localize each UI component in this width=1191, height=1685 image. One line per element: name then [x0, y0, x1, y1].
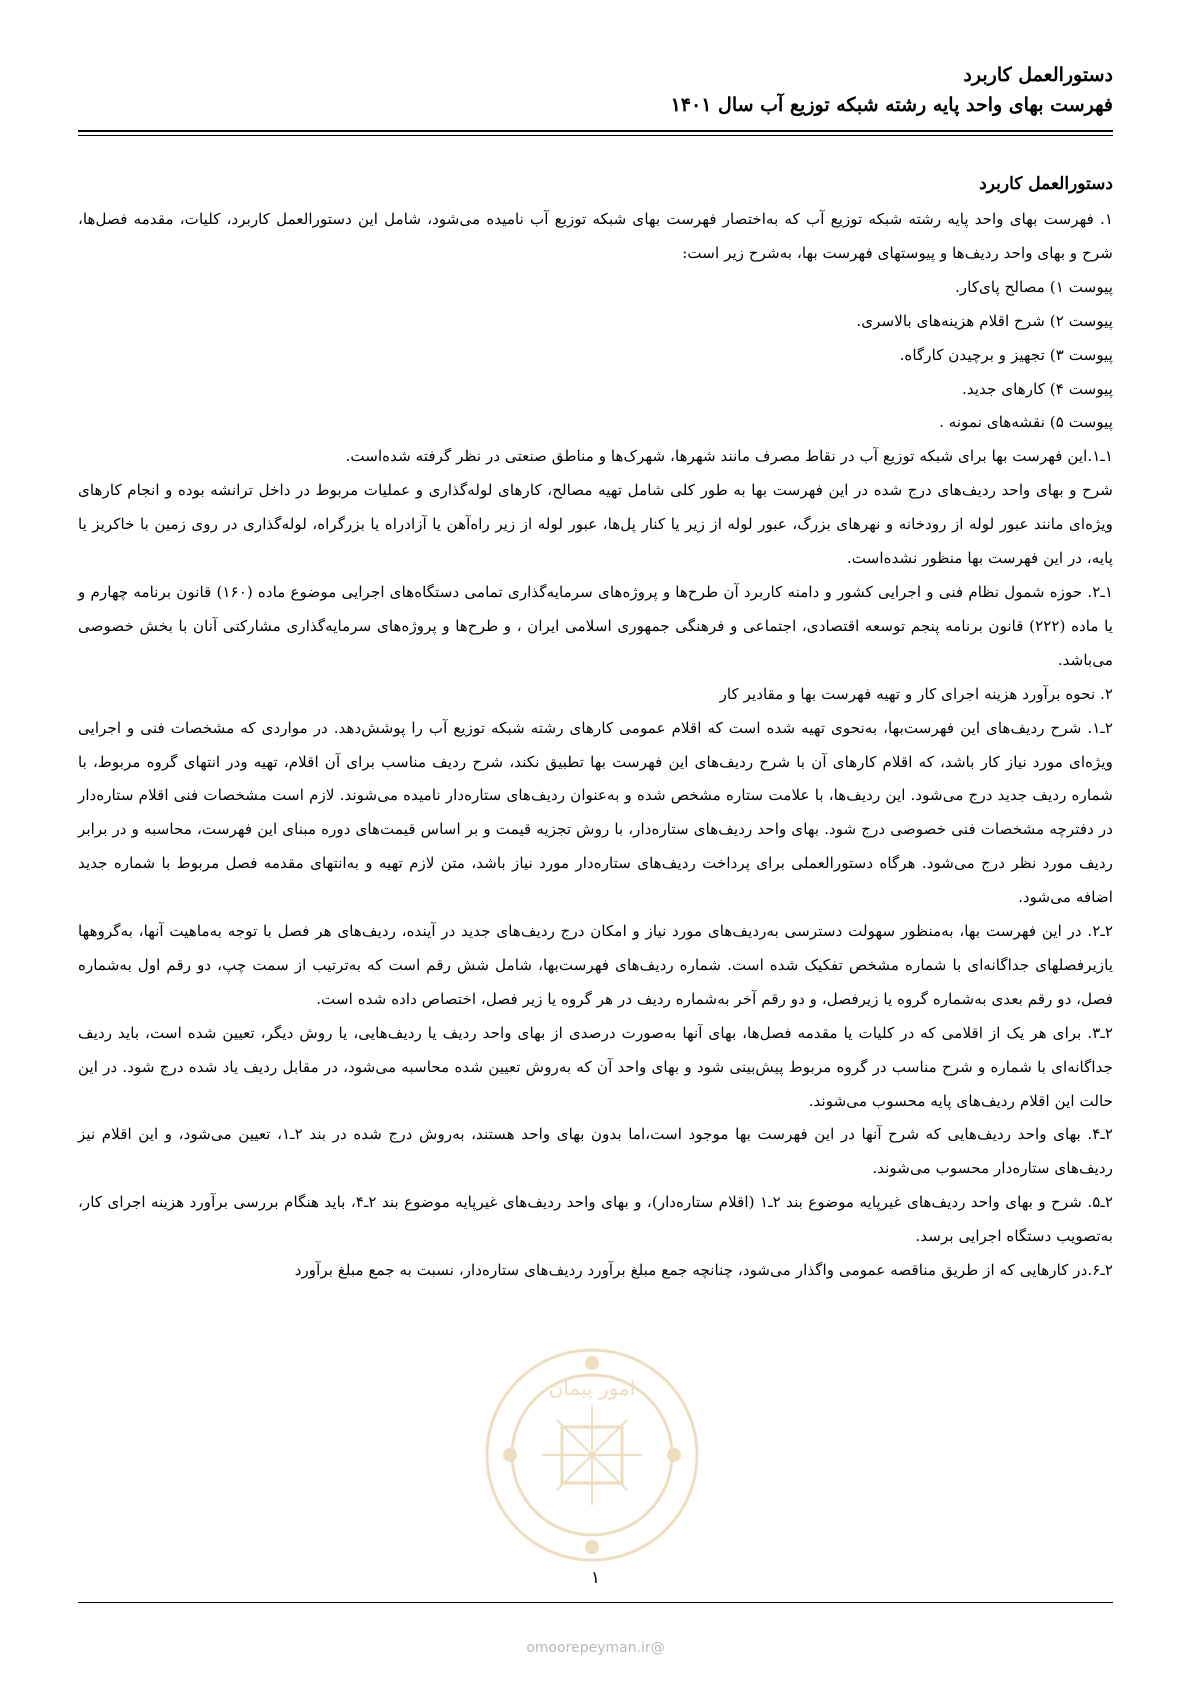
paragraph: پیوست ۵) نقشه‌های نمونه . [939, 413, 1113, 432]
paragraph: ۲ـ۲. در این فهرست بها، به‌منظور سهولت دسترسی به‌ردیف‌های مورد نیاز و امکان درج ردیف‌های جدید در آینده، ردیف‌های هر فصل با توجه به‌ماهیت آنها، به‌گروهها یازیرفصلهای جداگانه‌ای با شماره مشخص تفکیک شده است. شماره ردیف‌های فهرست‌بها، شامل شش رقم است که به‌ترتیب از سمت چپ، دو رقم اول به‌شماره فصل، دو رقم بعدی به‌شماره گروه یا زیرفصل، و دو رقم آخر به‌شماره ردیف در هر گروه یا زیر فصل، اختصاص داده شده است. [78, 922, 1113, 1008]
paragraph: ۲ـ۱. شرح ردیف‌های این فهرست‌بها، به‌نحوی تهیه شده است که اقلام عمومی کارهای رشته شبکه توزیع آب را پوشش‌دهد. در مواردی که مشخصات فنی و اجرایی ویژه‌ای مورد نیاز کار باشد، که اقلام کارهای آن با شرح ردیف‌های این فهرست بها تطبیق نکند، شرح ردیف مناسب برای آن اقلام، تهیه ودر انتهای گروه مربوط، با شماره ردیف جدید درج می‌شود. این ردیف‌ها، با علامت ستاره مشخص شده و به‌عنوان ردیف‌های ستاره‌دار نامیده می‌شوند. لازم است مشخصات فنی اقلام ستاره‌دار در دفترچه مشخصات فنی خصوصی درج شود. بهای واحد ردیف‌های ستاره‌دار، با روش تجزیه قیمت و بر اساس قیمت‌های دوره مبنای این فهرست، محاسبه و در برابر ردیف مورد نظر درج می‌شود. هرگاه دستورالعملی برای پرداخت ردیف‌های ستاره‌دار مورد نیاز باشد، متن لازم تهیه و به‌انتهای مقدمه فصل مربوط با شماره جدید اضافه می‌شود. [78, 718, 1113, 907]
watermark-seal [470, 1335, 715, 1600]
section-title: دستورالعمل کاربرد [979, 174, 1113, 194]
paragraph: ۲ـ۶.در کارهایی که از طریق مناقصه عمومی واگذار می‌شود، چنانچه جمع مبلغ برآورد ردیف‌های ستاره‌دار، نسبت به جمع مبلغ برآورد [294, 1261, 1113, 1280]
header-rule-thin [78, 135, 1113, 136]
paragraph: پیوست ۱) مصالح پای‌کار. [954, 277, 1113, 296]
seal-text: امور پیمان [548, 1376, 636, 1400]
paragraph: ۲. نحوه برآورد هزینه اجرای کار و تهیه فهرست بها و مقادیر کار [719, 684, 1113, 703]
paragraph: ۲ـ۳. برای هر یک از اقلامی که در کلیات یا مقدمه فصل‌ها، بهای آنها به‌صورت درصدی از بهای واحد ردیف یا ردیف‌هایی، یا روش دیگر، تعیین شده است، باید ردیف جداگانه‌ای با شماره و شرح مناسب در گروه مربوط پیش‌بینی شود و بهای واحد آن که به‌روش تعیین شده محاسبه می‌شود، در مقابل ردیف یاد شده درج شود. در این حالت این اقلام ردیف‌های پایه محسوب می‌شوند. [78, 1023, 1113, 1110]
paragraph: ۲ـ۴. بهای واحد ردیف‌هایی که شرح آنها در این فهرست بها موجود است،اما بدون بهای واحد هستند، به‌روش درج شده در بند ۲ـ۱، تعیین می‌شود، و این اقلام نیز ردیف‌های ستاره‌دار محسوب می‌شوند. [78, 1125, 1114, 1178]
document-body [78, 165, 1113, 1288]
paragraph: پیوست ۴) کارهای جدید. [962, 379, 1113, 398]
paragraph: ۱. فهرست بهای واحد پایه رشته شبکه توزیع آب که به‌اختصار فهرست بهای شبکه توزیع آب نامیده می‌شود، شامل این دستورالعمل کاربرد، کلیات، مقدمه فصل‌ها، شرح و بهای واحد ردیف‌ها و پیوستهای فهرست بها، به‌شرح زیر است: [78, 210, 1113, 262]
paragraph: ۱ـ۱.این فهرست بها برای شبکه توزیع آب در نقاط مصرف مانند شهرها، شهرک‌ها و مناطق صنعتی در نظر گرفته شده‌است. [345, 447, 1113, 466]
paragraph: پیوست ۳) تجهیز و برچیدن کارگاه. [899, 345, 1113, 364]
header-title: دستورالعمل کاربرد [963, 64, 1113, 86]
page-number: ۱ [590, 1568, 601, 1588]
header-subtitle: فهرست بهای واحد پایه رشته شبکه توزیع آب سال ۱۴۰۱ [670, 94, 1113, 116]
page-header [78, 60, 1113, 120]
paragraph: ۲ـ۵. شرح و بهای واحد ردیف‌های غیرپایه موضوع بند ۲ـ۱ (اقلام ستاره‌دار)، و بهای واحد ردیف‌های غیرپایه موضوع بند ۲ـ۴، باید هنگام بررسی برآورد هزینه اجرای کار، به‌تصویب دستگاه اجرایی برسد. [78, 1193, 1113, 1246]
paragraph: پیوست ۲) شرح اقلام هزینه‌های بالاسری. [856, 311, 1113, 330]
paragraph: ۱ـ۲. حوزه شمول نظام فنی و اجرایی کشور و دامنه کاربرد آن طرح‌ها و پروژه‌های سرمایه‌گذاری تمامی دستگاه‌های اجرایی موضوع ماده (۱۶۰) قانون برنامه چهارم و یا ماده (۲۲۲) قانون برنامه پنجم توسعه اقتصادی، اجتماعی و فرهنگی جمهوری اسلامی ایران ، و طرح‌ها و پروژه‌های سرمایه‌گذاری مشارکتی آنان با بخش خصوصی می‌باشد. [78, 582, 1113, 669]
footer-rule [78, 1602, 1113, 1603]
header-rule-thick [78, 130, 1113, 132]
paragraph: شرح و بهای واحد ردیف‌های درج شده در این فهرست بها به طور کلی شامل تهیه مصالح، کارهای لوله‌گذاری و عملیات مربوط در داخل ترانشه بوده و انجام کارهای ویژه‌ای مانند عبور لوله از رودخانه و نهرهای بزرگ، عبور لوله از زیر یا کنار پل‌ها، عبور لوله از زیر راه‌آهن یا آزادراه یا بزرگراه، لوله‌گذاری در روی زمین با خاکریز یا پایه، در این فهرست بها منظور نشده‌است. [78, 481, 1113, 568]
watermark-url: @omoorepeyman.ir [526, 1640, 665, 1656]
seal-grid [542, 1405, 642, 1505]
